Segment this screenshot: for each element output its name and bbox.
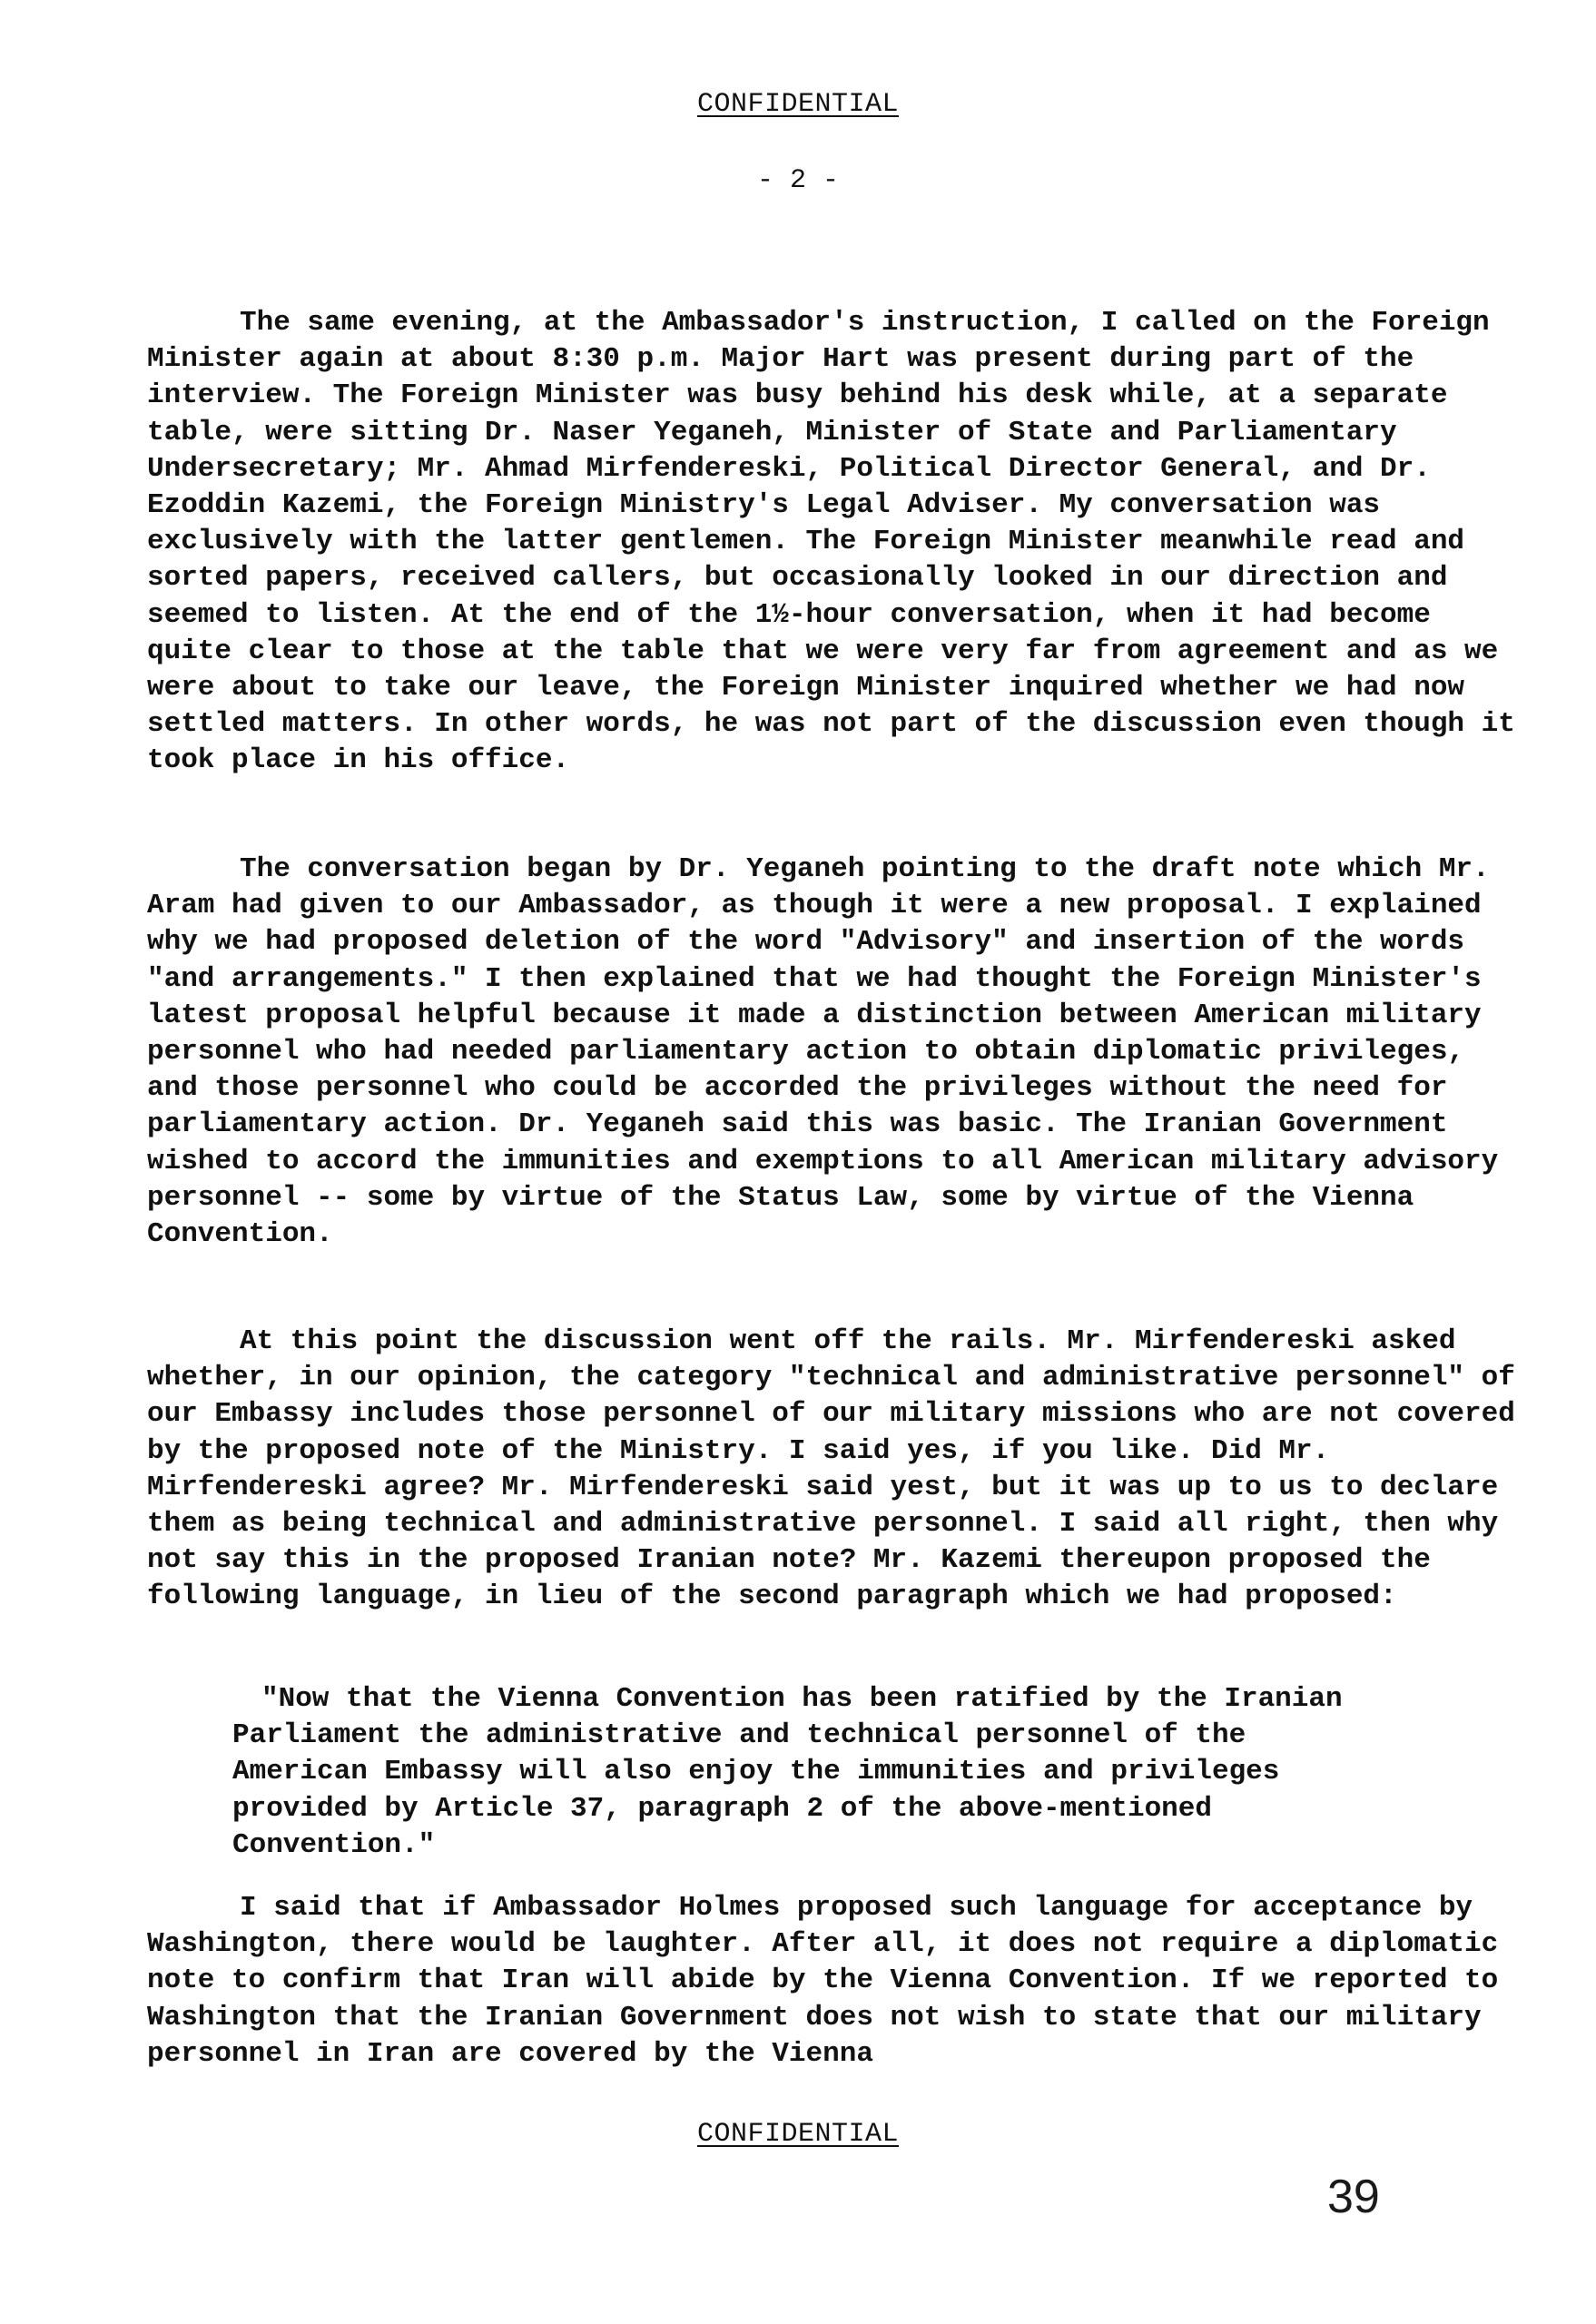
page-marker: - 2 - [756,165,839,196]
header-classification [0,89,1596,120]
header-classification-text: CONFIDENTIAL [696,89,900,120]
paragraph-5: I said that if Ambassador Holmes proposed such language for acceptance by Washington, there would be laughter. After all, it does not require a diplomatic note to confirm that Iran will abide by the Vienna Convention. If we reported to Washington that the Iranian Government does not wish to state that our military personnel in Iran are covered by the Vienna [147,1892,1499,2070]
paragraph-1: The same evening, at the Ambassador's instruction, I called on the Foreign Minister again at about 8:30 p.m. Major Hart was present during part of the interview. The Foreign Minister was busy behind his desk while, at a separate table, were sitting Dr. Naser Yeganeh, Minister of State and Parliamentary Undersecretary; Mr. Ahmad Mirfendereski, Political Director General, and Dr. Ezoddin Kazemi, the Foreign Ministry's Legal Adviser. My conversation was exclusively with the latter gentlemen. The Foreign Minister meanwhile read and sorted papers, received callers, but occasionally looked in our direction and seemed to listen. At the end of the 1½-hour conversation, when it had become quite clear to those at the table that we were very far from agreement and as we were about to take our leave, the Foreign Minister inquired whether we had now settled matters. In other words, he was not part of the discussion even though it took place in his office. [147,307,1515,777]
footer-classification-text: CONFIDENTIAL [696,2119,900,2150]
paragraph-3: At this point the discussion went off the rails. Mr. Mirfendereski asked whether, in our opinion, the category "technical and administrative personnel" of our Embassy includes those personnel of our military missions who are not covered by the proposed note of the Ministry. I said yes, if you like. Did Mr. Mirfendereski agree? Mr. Mirfendereski said yest, but it was up to us to declare them as being technical and administrative personnel. I said all right, then why not say this in the proposed Iranian note? Mr. Kazemi thereupon proposed the following language, in lieu of the second paragraph which we had proposed: [147,1325,1515,1613]
proposed-language-quotation: "Now that the Vienna Convention has been ratified by the Iranian Parliament the administrative and technical personnel of the American Embassy will also enjoy the immunities and privileges provided by Article 37, paragraph 2 of the above-mentioned Convention." [232,1683,1343,1861]
footer-classification [0,2119,1596,2150]
folio-number: 39 [1327,2171,1380,2223]
paragraph-2: The conversation began by Dr. Yeganeh pointing to the draft note which Mr. Aram had given to our Ambassador, as though it were a new proposal. I explained why we had proposed deletion of the word "Advisory" and insertion of the words "and arrangements." I then explained that we had thought the Foreign Minister's latest proposal helpful because it made a distinction between American military personnel who had needed parliamentary action to obtain diplomatic privileges, and those personnel who could be accorded the privileges without the need for parliamentary action. Dr. Yeganeh said this was basic. The Iranian Government wished to accord the immunities and exemptions to all American military advisory personnel -- some by virtue of the Status Law, some by virtue of the Vienna Convention. [147,853,1499,1251]
